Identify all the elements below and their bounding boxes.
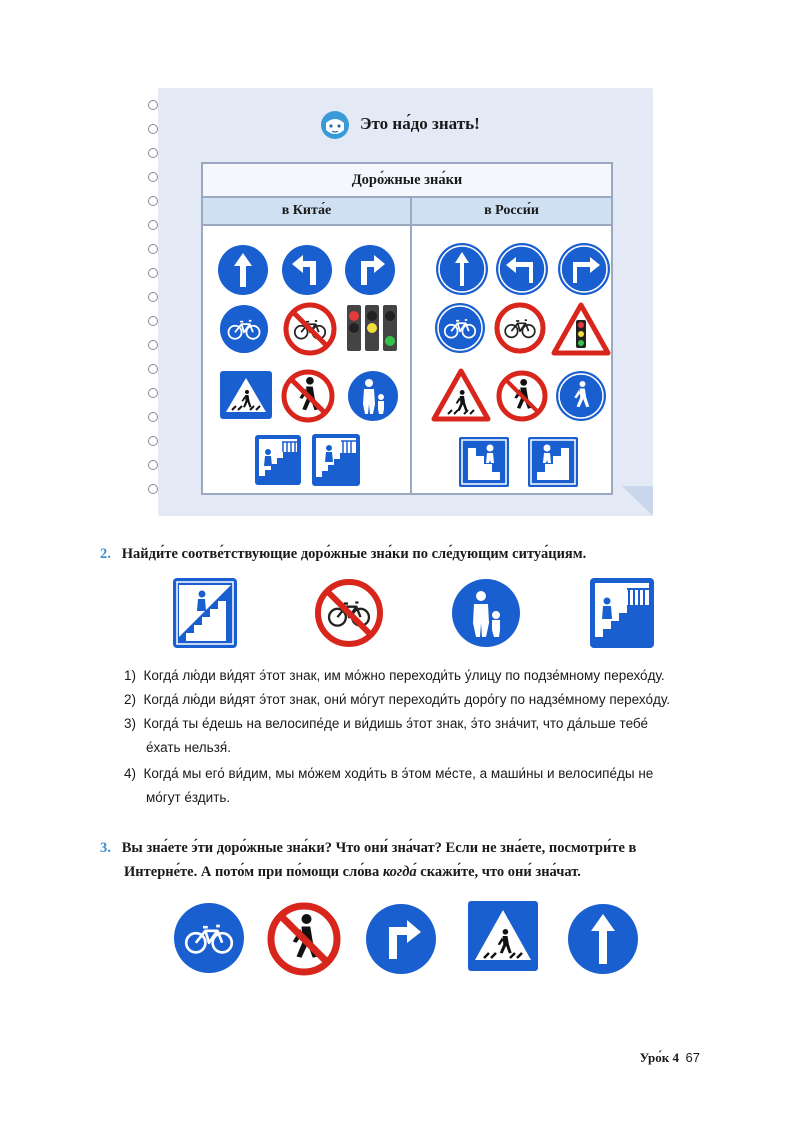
card-header — [158, 110, 653, 150]
binder-ring-icon — [148, 460, 158, 470]
exercise-3-heading-line2 — [124, 862, 581, 882]
binder-ring-icon — [148, 220, 158, 230]
no-pedestrian-sign-icon — [281, 369, 335, 423]
underpass-down-sign-icon — [527, 436, 579, 488]
underpass-sign-icon — [311, 433, 361, 487]
exercise-instruction: Найди́те соотве́тствующие доро́жные зна́ки по сле́дующим ситуа́циям. — [121, 546, 587, 562]
pedestrian-with-child-sign-icon — [347, 370, 399, 422]
lesson-label: Уро́к 4 — [639, 1050, 680, 1065]
crosswalk-sign-icon — [219, 370, 273, 420]
underpass-sign-icon — [172, 577, 238, 649]
bicycle-sign-icon — [173, 902, 245, 974]
bicycle-sign-icon — [434, 302, 486, 354]
binder-ring-icon — [148, 268, 158, 278]
overpass-sign-icon — [254, 434, 302, 486]
no-pedestrian-sign-icon — [267, 902, 341, 976]
right-turn-sign-icon — [557, 242, 611, 296]
list-item — [124, 666, 665, 686]
item-text: Когда́ мы его́ ви́дим, мы мо́жем ходи́ть в э́том ме́сте, а маши́ны и велосипе́ды не — [143, 766, 654, 781]
item-text: Когда́ лю́ди ви́дят э́тот знак, они́ мо́гут переходи́ть доро́гу по надзе́мному перехо́ду. — [143, 692, 671, 707]
straight-arrow-sign-icon — [217, 244, 269, 296]
warning-triangle-sign-icon — [551, 302, 611, 356]
binder-ring-icon — [148, 196, 158, 206]
list-item-continuation: е́хать нельзя́. — [146, 740, 231, 755]
pedestrian-crossing-warning-sign-icon — [431, 368, 491, 422]
traffic-light-icon — [345, 301, 399, 355]
item-number: 2) — [124, 692, 137, 707]
binder-ring-icon — [148, 388, 158, 398]
binder-ring-icon — [148, 316, 158, 326]
binder-ring-icon — [148, 412, 158, 422]
item-number: 1) — [124, 668, 137, 683]
exercise-2-heading — [100, 544, 586, 564]
page-footer — [640, 1050, 700, 1066]
left-turn-sign-icon — [281, 244, 333, 296]
bicycle-sign-icon — [219, 304, 269, 354]
binder-ring-icon — [148, 172, 158, 182]
page-number: 67 — [685, 1050, 700, 1065]
binder-ring-icon — [148, 340, 158, 350]
binder-ring-icon — [148, 124, 158, 134]
left-turn-sign-icon — [495, 242, 549, 296]
table-header: Доро́жные зна́ки — [203, 164, 611, 198]
exercise-number: 2. — [100, 546, 111, 562]
binder-ring-icon — [148, 100, 158, 110]
right-turn-sign-icon — [344, 244, 396, 296]
binder-ring-icon — [148, 484, 158, 494]
binder-ring-icon — [148, 148, 158, 158]
binder-ring-icon — [148, 364, 158, 374]
instruction-text: Интерне́те. А пото́м при по́мощи сло́ва — [124, 864, 383, 880]
item-text: Когда́ лю́ди ви́дят э́тот знак, им мо́жно переходи́ть у́лицу по подзе́мному перехо́ду. — [143, 668, 665, 683]
column-divider — [410, 198, 412, 493]
item-number: 4) — [124, 766, 137, 781]
pedestrian-sign-icon — [555, 370, 607, 422]
straight-arrow-sign-icon — [435, 242, 489, 296]
item-text: Когда́ ты е́дешь на велосипе́де и ви́дишь э́тот знак, э́то зна́чит, что да́льше тебе́ — [143, 716, 649, 731]
overpass-sign-icon — [589, 577, 655, 649]
underpass-sign-icon — [458, 436, 510, 488]
list-item-continuation: мо́гут е́здить. — [146, 790, 231, 805]
pedestrian-with-child-sign-icon — [451, 578, 521, 648]
binder-ring-icon — [148, 292, 158, 302]
no-bicycle-sign-icon — [314, 578, 384, 648]
instruction-text: скажи́те, что они́ зна́чат. — [416, 864, 581, 880]
list-item — [124, 690, 670, 710]
column-russia: в Росси́и — [484, 203, 539, 218]
list-item — [124, 714, 648, 734]
card-title: Это на́до знать! — [360, 114, 480, 133]
table-subheader — [203, 198, 611, 226]
smiley-face-icon — [320, 110, 350, 140]
no-pedestrian-sign-icon — [496, 370, 548, 422]
exercise-3-heading — [100, 838, 712, 858]
column-china: в Кита́е — [281, 203, 332, 218]
item-number: 3) — [124, 716, 137, 731]
binder-ring-icon — [148, 244, 158, 254]
exercise-number: 3. — [100, 840, 111, 856]
exercise-instruction: Вы зна́ете э́ти доро́жные зна́ки? Что они́ зна́чат? Если не зна́ете, посмотри́те в — [121, 840, 637, 856]
straight-arrow-sign-icon — [567, 903, 639, 975]
page-curl — [622, 486, 653, 516]
binder-ring-icon — [148, 436, 158, 446]
list-item — [124, 764, 653, 784]
no-bicycle-sign-icon — [283, 302, 337, 356]
emphasized-word: когда́ — [382, 864, 417, 880]
crosswalk-sign-icon — [467, 900, 539, 972]
right-turn-sign-icon — [365, 903, 437, 975]
no-bicycle-sign-icon — [494, 302, 546, 354]
